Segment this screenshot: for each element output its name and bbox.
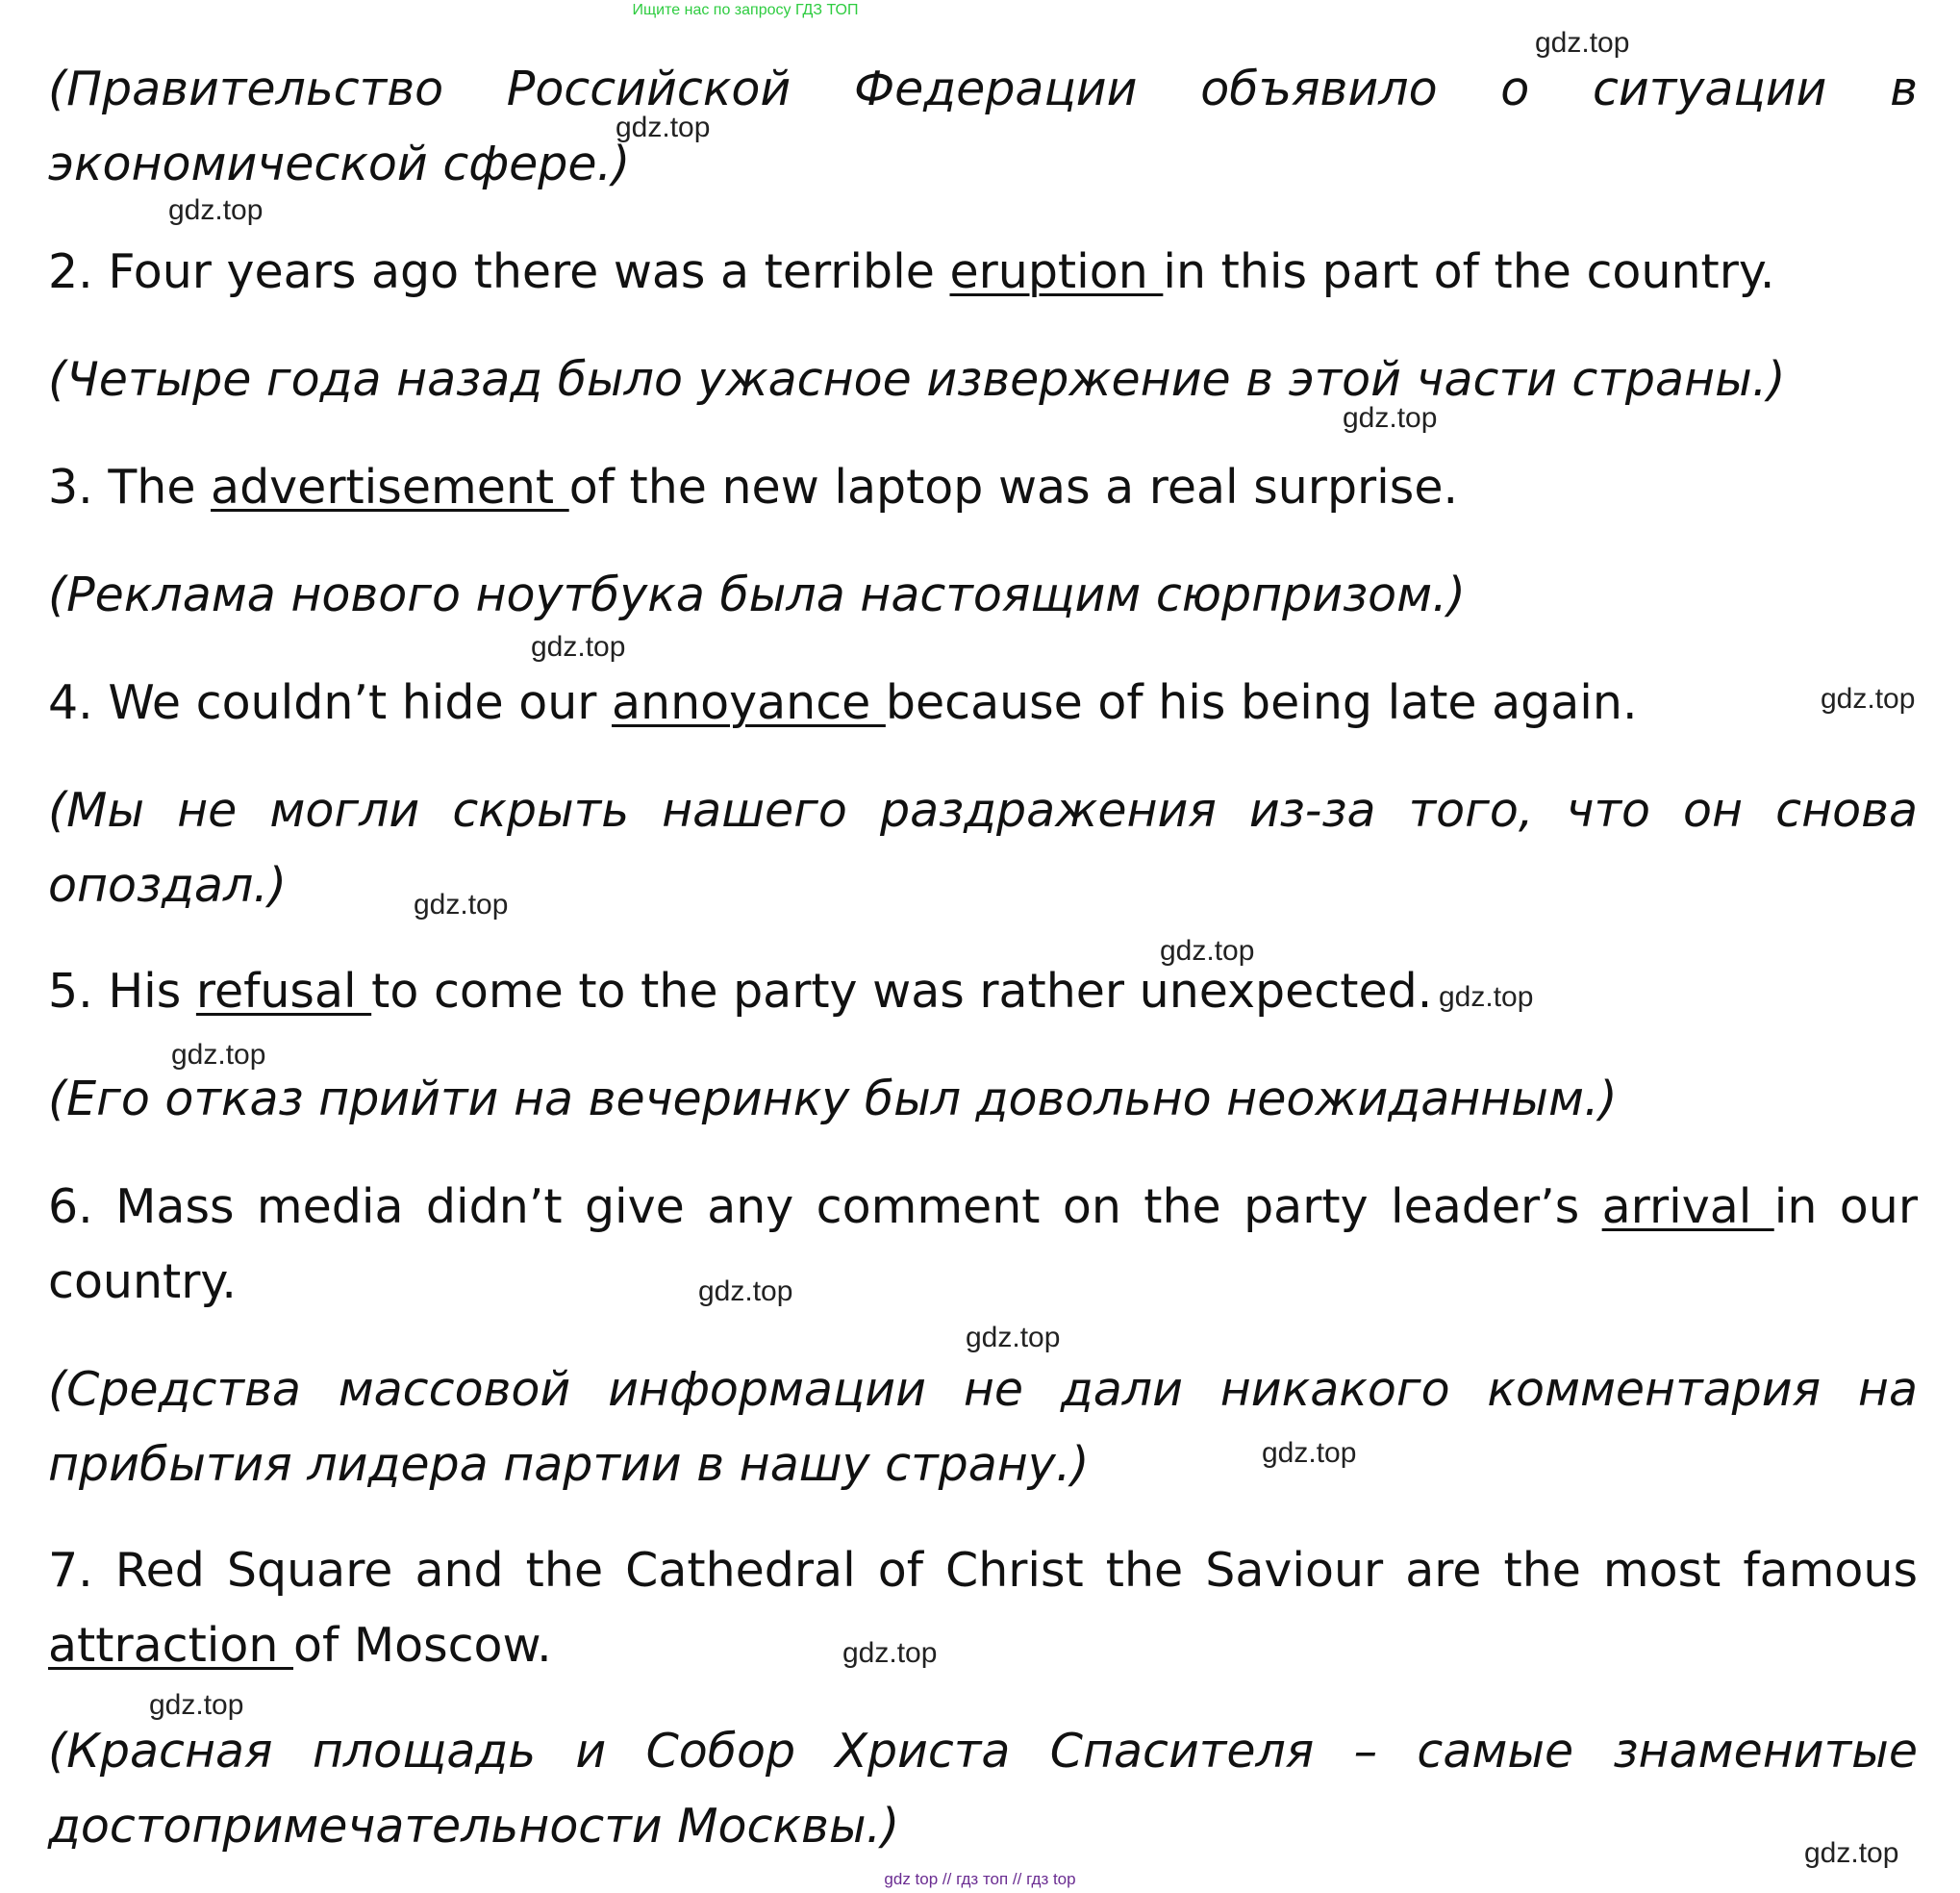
- watermark: gdz.top: [414, 889, 509, 921]
- item4-ru-line1: (Мы не могли скрыть нашего раздражения из-за того, что он снова: [48, 783, 1918, 838]
- watermark: gdz.top: [1262, 1437, 1357, 1469]
- watermark: gdz.top: [1343, 402, 1438, 434]
- watermark: gdz.top: [531, 631, 626, 663]
- item5-en-before: 5. His: [48, 964, 196, 1019]
- item3-en: [48, 450, 1918, 525]
- item7-en-after: of Moscow.: [293, 1618, 552, 1673]
- item6-en-line2: country.: [48, 1254, 237, 1309]
- item7-en-line1: 7. Red Square and the Cathedral of Christ the Saviour are the most famous: [48, 1543, 1918, 1598]
- item2-en-before: 2. Four years ago there was a terrible: [48, 244, 950, 299]
- item5-ru: (Его отказ прийти на вечеринку был довольно неожиданным.): [48, 1072, 1618, 1126]
- item5-keyword: refusal: [195, 964, 372, 1019]
- watermark: gdz.top: [1821, 683, 1916, 715]
- item2-en-after: in this part of the country.: [1163, 244, 1775, 299]
- watermark: gdz.top: [616, 112, 711, 143]
- item2-keyword: eruption: [949, 244, 1164, 299]
- watermark: gdz.top: [1160, 935, 1255, 967]
- item7-ru-line2: достопримечательности Москвы.): [48, 1799, 900, 1854]
- item1-ru-line2: экономической сфере.): [48, 137, 631, 191]
- watermark: gdz.top: [842, 1637, 938, 1669]
- item3-ru: (Реклама нового ноутбука была настоящим сюрпризом.): [48, 568, 1466, 622]
- item2-ru: (Четыре года назад было ужасное извержение в этой части страны.): [48, 352, 1786, 407]
- item2-en: [48, 235, 1918, 310]
- item4-ru-line2: опоздал.): [48, 858, 287, 913]
- watermark: gdz.top: [149, 1689, 244, 1721]
- item4-keyword: annoyance: [612, 675, 886, 730]
- item7-ru-line1: (Красная площадь и Собор Христа Спасителя – самые знаменитые: [48, 1724, 1918, 1779]
- item6-en-before: 6. Mass media didn’t give any comment on the party leader’s: [48, 1179, 1602, 1234]
- item5-en-after: to come to the party was rather unexpected.: [371, 964, 1433, 1019]
- top-banner: Ищите нас по запросу ГДЗ ТОП: [632, 2, 859, 18]
- item4-en: [48, 666, 1918, 741]
- item6-ru-line1: (Средства массовой информации не дали никакого комментария на: [48, 1362, 1918, 1417]
- watermark: gdz.top: [1804, 1837, 1899, 1869]
- item5-en: [48, 954, 1918, 1029]
- item7-en-line2: [48, 1608, 1918, 1683]
- item6-ru-line2: прибытия лидера партии в нашу страну.): [48, 1437, 1090, 1492]
- watermark: gdz.top: [1439, 981, 1534, 1013]
- item4-en-after: because of his being late again.: [885, 675, 1638, 730]
- watermark: gdz.top: [168, 194, 264, 226]
- item6-keyword: arrival: [1601, 1179, 1774, 1234]
- item4-en-before: 4. We couldn’t hide our: [48, 675, 612, 730]
- item7-keyword: attraction: [48, 1618, 294, 1673]
- item3-en-before: 3. The: [48, 460, 212, 515]
- item6-en-after: in our: [1773, 1179, 1918, 1234]
- item1-ru-line1: (Правительство Российской Федерации объявило о ситуации в: [48, 62, 1918, 116]
- watermark: gdz.top: [1535, 27, 1630, 59]
- watermark: gdz.top: [966, 1322, 1061, 1353]
- watermark: gdz.top: [171, 1039, 266, 1071]
- item3-en-after: of the new laptop was a real surprise.: [568, 460, 1459, 515]
- item6-en-line1: [48, 1170, 1918, 1245]
- item3-keyword: advertisement: [211, 460, 569, 515]
- watermark: gdz.top: [698, 1275, 793, 1307]
- footer-links: gdz top // гдз топ // гдз top: [884, 1870, 1076, 1888]
